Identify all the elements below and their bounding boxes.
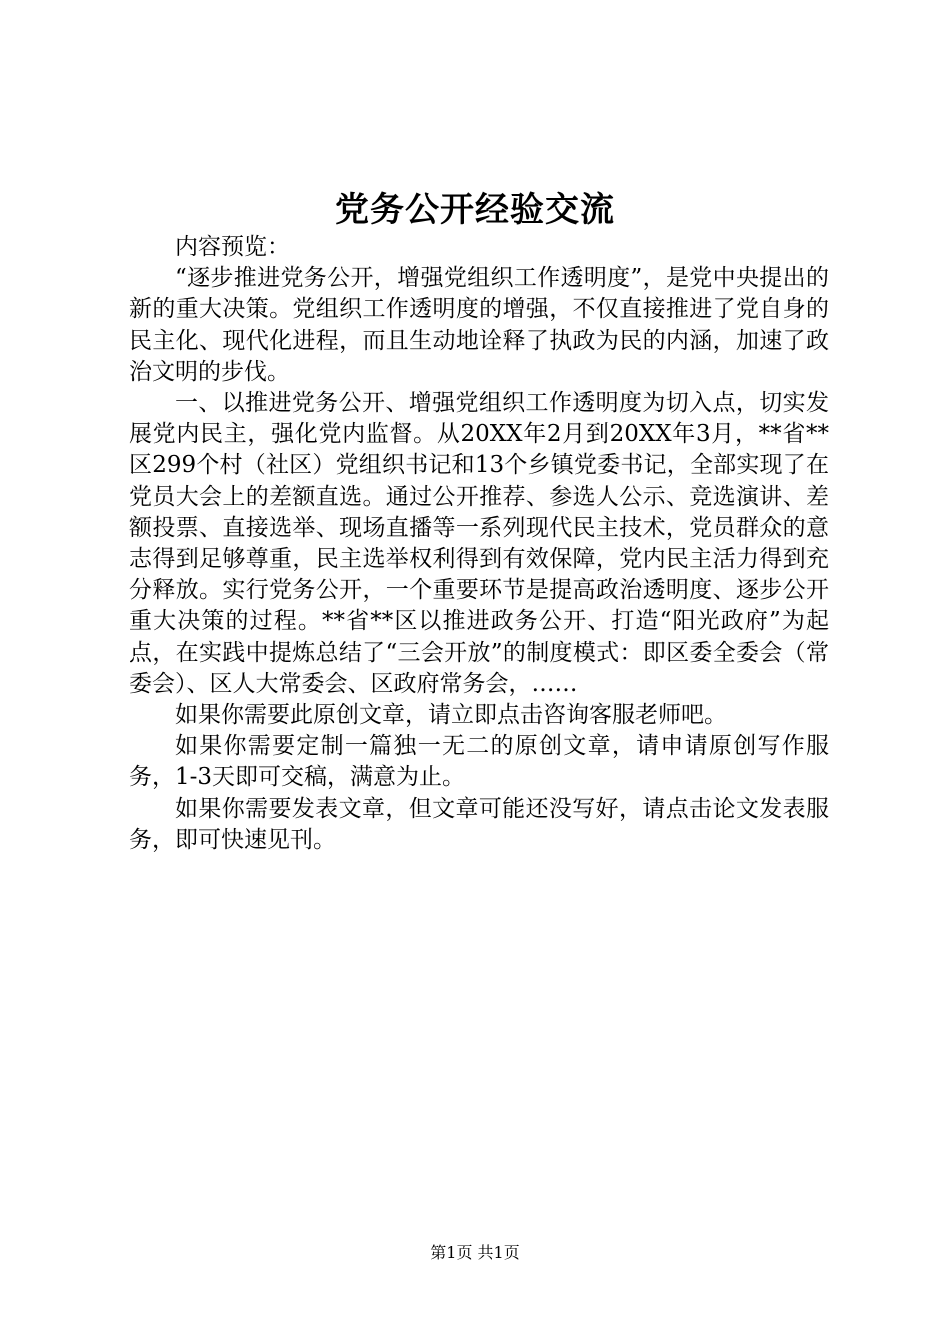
publish-paragraph: 如果你需要发表文章，但文章可能还没写好，请点击论文发表服务，即可快速见刊。 (129, 795, 829, 853)
intro-paragraph: “逐步推进党务公开，增强党组织工作透明度”，是党中央提出的新的重大决策。党组织工作透明度的增强，不仅直接推进了党自身的民主化、现代化进程，而且生动地诠释了执政为民的内涵，加速了政治文明的步伐。 (129, 265, 829, 385)
document-body (129, 232, 829, 856)
document-title: 党务公开经验交流 (335, 190, 615, 230)
consult-paragraph: 如果你需要此原创文章，请立即点击咨询客服老师吧。 (175, 702, 727, 729)
custom-writing-paragraph: 如果你需要定制一篇独一无二的原创文章，请申请原创写作服务，1-3天即可交稿，满意为止。 (129, 733, 829, 791)
page-footer: 第1页 共1页 (430, 1243, 520, 1262)
preview-label: 内容预览： (175, 234, 290, 260)
main-paragraph: 一、以推进党务公开、增强党组织工作透明度为切入点，切实发展党内民主，强化党内监督。从20XX年2月到20XX年3月，**省**区299个村（社区）党组织书记和13个乡镇党委书记，全部实现了在党员大会上的差额直选。通过公开推荐、参选人公示、竞选演讲、差额投票、直接选举、现场直播等一系列现代民主技术，党员群众的意志得到足够尊重，民主选举权利得到有效保障，党内民主活力得到充分释放。实行党务公开，一个重要环节是提高政治透明度、逐步公开重大决策的过程。**省**区以推进政务公开、打造“阳光政府”为起点，在实践中提炼总结了“三会开放”的制度模式：即区委全委会（常委会）、区人大常委会、区政府常务会，…… (129, 390, 829, 697)
